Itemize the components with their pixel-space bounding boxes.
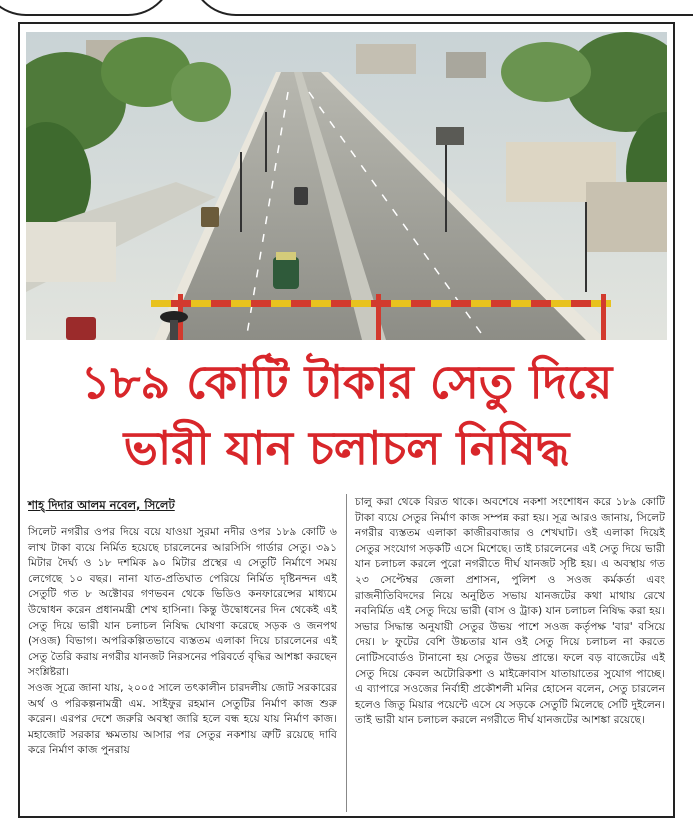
- left-column: [28, 524, 337, 758]
- bridge-photo: [26, 32, 667, 340]
- top-border-decoration: [0, 0, 693, 16]
- headline-line-2: ভারী যান চলাচল নিষিদ্ধ: [123, 421, 570, 475]
- column-divider: [346, 494, 347, 812]
- right-column: [355, 494, 665, 728]
- left-paragraph-1: সিলেট নগরীর ওপর দিয়ে বয়ে যাওয়া সুরমা নদীর ওপর ১৮৯ কোটি ৬ লাখ টাকা ব্যয়ে নির্মিত হয়েছে চারলেনের আরসিসি গার্ডার সেতু। ৩৯১ মিটার দৈর্ঘ্য ও ১৮ দশমিক ৯০ মিটার প্রস্থের এ সেতুটি নির্মাণে সময় লেগেছে ১০ বছর। নানা যাত-প্রতিঘাত পেরিয়ে নির্মিত দৃষ্টিনন্দন এই সেতুটি গত ৮ অক্টোবর গণভবন থেকে ভিডিও কনফারেন্সের মাধ্যমে উদ্বোধন করেন প্রধানমন্ত্রী শেখ হাসিনা। কিন্তু উদ্বোধনের দিন থেকেই এই সেতু দিয়ে ভারী যান চলাচল নিষিদ্ধ ঘোষণা করেছে সড়ক ও জনপথ (সওজ) বিভাগ। অপরিকল্পিতভাবে ব্যস্ততম এলাকা দিয়ে চারলেনের এই সেতু তৈরি করায় নগরীর যানজট নিরসনের পরিবর্তে বৃদ্ধির আশঙ্কা করছেন সংশ্লিষ্টরা।: [28, 525, 337, 679]
- right-paragraph-1: চালু করা থেকে বিরত থাকে। অবশেষে নকশা সংশোধন করে ১৮৯ কোটি টাকা ব্যয়ে সেতুর নির্মাণ কাজ সম্পন্ন করা হয়। সূত্র আরও জানায়, সিলেট নগরীর ব্যস্ততম এলাকা কাজীরবাজার ও শেখঘাট। ওই এলাকা দিয়েই সেতুর সংযোগ সড়কটি এসে মিশেছে। তাই চারলেনের এই সেতু দিয়ে ভারী যান চলাচল করলে পুরো নগরীতে দীর্ঘ যানজট সৃষ্টি হয়। এ অবস্থায় গত ২৩ সেপ্টেম্বর জেলা প্রশাসন, পুলিশ ও সওজ কর্মকর্তা এবং রাজনীতিবিদদের নিয়ে অনুষ্ঠিত সভায় যানজটের কথা মাথায় রেখে নবনির্মিত এই সেতু দিয়ে ভারী (বাস ও ট্রাক) যান চলাচল নিষিদ্ধ করা হয়। সভার সিদ্ধান্ত অনুযায়ী সেতুর উভয় পাশে সওজ কর্তৃপক্ষ 'বার' বসিয়ে দেয়। ৮ ফুটের বেশি উচ্চতার যান ওই সেতু দিয়ে চলাচল না করতে নোটিসবোর্ডও টানানো হয় সেতুর উভয় প্রান্তে। ফলে বড় বাজেটের এই সেতু দিয়ে কেবল অটোরিকশা ও মাইক্রোবাস যাতায়াতের সুযোগ পাচ্ছে। এ ব্যাপারে সওজের নির্বাহী প্রকৌশলী মনির হোসেন বলেন, সেতু চারলেন হলেও জিতু মিয়ার পয়েন্টে এসে যে সড়কে সেতুটি মিলেছে সেটি দুইলেন। তাই ভারী যান চলাচল করলে নগরীতে দীর্ঘ যানজটের আশঙ্কা রয়েছে।: [355, 495, 665, 727]
- top-left-arc: [0, 0, 174, 16]
- byline: শাহ্ দিদার আলম নবেল, সিলেট: [28, 498, 175, 512]
- left-paragraph-2: সওজ সূত্রে জানা যায়, ২০০৫ সালে তৎকালীন চারদলীয় জোট সরকারের অর্থ ও পরিকল্পনামন্ত্রী এম. সাইফুর রহমান সেতুটির নির্মাণ কাজ শুরু করেন। এরপর দেশে জরুরি অবস্থা জারি হলে বন্ধ হয়ে যায় নির্মাণ কাজ। মহাজোট সরকার ক্ষমতায় আসার পর সেতুর নকশায় ত্রুটি রয়েছে দাবি করে নির্মাণ কাজ পুনরায়: [28, 680, 337, 757]
- headline-line-1: ১৮৯ কোটি টাকার সেতু দিয়ে: [80, 355, 613, 409]
- top-right-arc: [190, 0, 693, 16]
